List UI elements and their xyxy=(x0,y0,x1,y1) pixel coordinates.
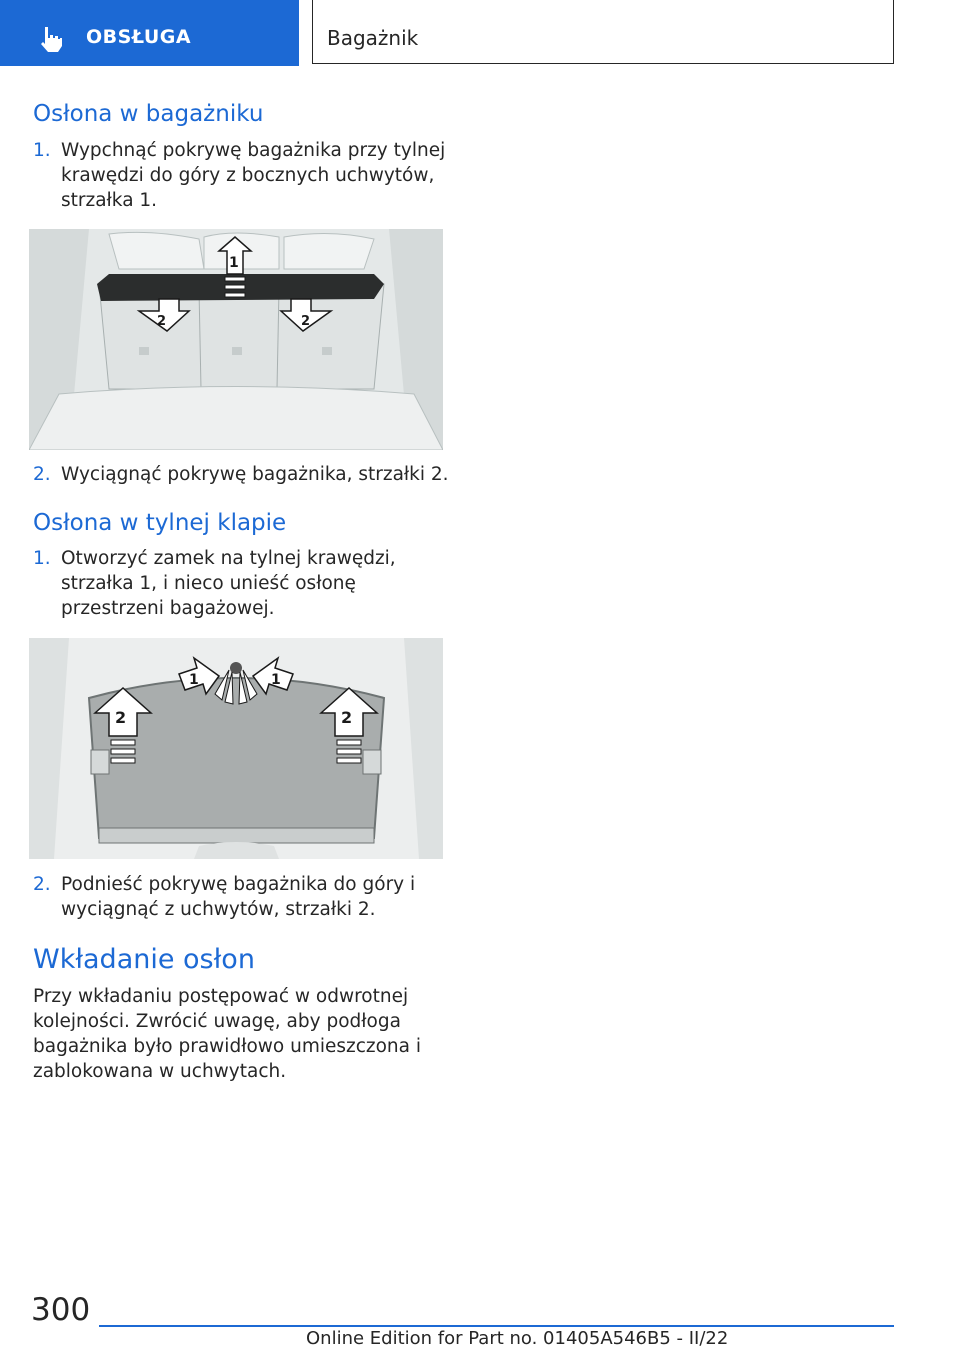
page-number: 300 xyxy=(31,1292,91,1328)
step-trunk-1 xyxy=(33,138,453,213)
figure-label-2-right: 2 xyxy=(301,314,311,329)
step-number: 2. xyxy=(33,874,51,895)
section-tab xyxy=(0,0,299,66)
step-number: 1. xyxy=(33,140,51,161)
step-tailgate-1 xyxy=(33,546,453,621)
footer-edition: Online Edition for Part no. 01405A546B5 - II/22 xyxy=(306,1328,729,1349)
step-tailgate-2 xyxy=(33,872,453,922)
step-number: 1. xyxy=(33,548,51,569)
step-trunk-2 xyxy=(33,462,453,487)
step-number: 2. xyxy=(33,464,51,485)
heading-inserting: Wkładanie osłon xyxy=(33,944,255,975)
heading-trunk-cover: Osłona w bagażniku xyxy=(33,101,264,127)
figure-label-2-right: 2 xyxy=(341,708,353,727)
inserting-text: Przy wkładaniu postępować w odwrotnej kolejności. Zwrócić uwagę, aby podłoga bagażnika było prawidłowo umieszczona i zablokowana w uchwytach. xyxy=(33,986,421,1082)
figure-label-2-left: 2 xyxy=(115,708,127,727)
figure-tailgate-cover xyxy=(29,638,443,859)
figure-label-1-left: 1 xyxy=(189,672,199,688)
step-text: Otworzyć zamek na tylnej krawędzi, strzałka 1, i nieco unieść osłonę przestrzeni bagażowej. xyxy=(61,548,396,619)
section-label: OBSŁUGA xyxy=(86,26,192,48)
figure-trunk-cover xyxy=(29,229,443,450)
heading-tailgate-cover: Osłona w tylnej klapie xyxy=(33,510,287,536)
step-text: Podnieść pokrywę bagażnika do góry i wyciągnąć z uchwytów, strzałki 2. xyxy=(61,874,416,920)
step-text: Wyciągnąć pokrywę bagażnika, strzałki 2. xyxy=(61,464,449,485)
figure-label-2-left: 2 xyxy=(157,314,167,329)
figure-label-1-right: 1 xyxy=(271,672,281,688)
footer-divider xyxy=(99,1325,894,1327)
step-text: Wypchnąć pokrywę bagażnika przy tylnej krawędzi do góry z bocznych uchwytów, strzałka 1. xyxy=(61,140,446,211)
chapter-label: Bagażnik xyxy=(327,26,419,50)
chapter-tab xyxy=(312,0,894,64)
figure-label-1: 1 xyxy=(229,255,239,271)
hand-pointer-icon xyxy=(36,24,66,54)
